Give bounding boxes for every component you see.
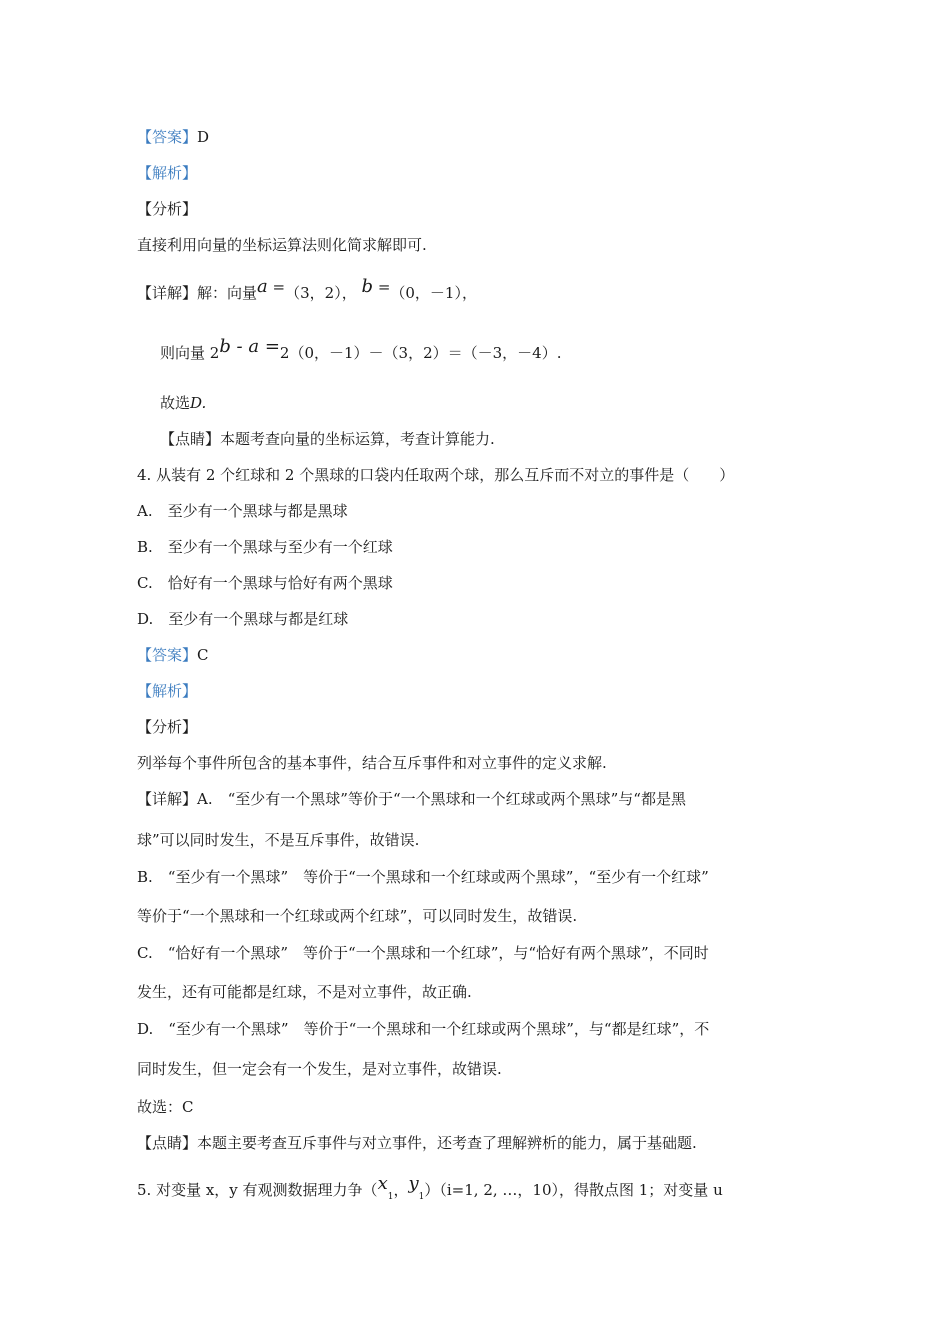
q4-answer-line — [137, 645, 209, 665]
vector-a: a — [257, 276, 268, 297]
dianjing-text: 本题考查向量的坐标运算，考查计算能力. — [220, 430, 495, 448]
detail-tag: 【详解】 — [137, 790, 198, 808]
y-subscript: 1 — [418, 1192, 425, 1202]
q4-option-a: A. 至少有一个黑球与都是黑球 — [137, 502, 348, 520]
equals-sign: = — [377, 278, 391, 296]
choose-prefix: 故选 — [160, 394, 191, 412]
choose-letter: D. — [190, 394, 207, 412]
answer-value: D — [197, 128, 210, 146]
q3-dianjing-line — [160, 429, 495, 449]
vector-a-value: （3，2）， — [285, 284, 357, 302]
q4-option-d: D. 至少有一个黑球与都是红球 — [137, 610, 349, 628]
q4-fenxi-tag: 【分析】 — [137, 718, 198, 736]
q4-choose-line: 故选：C — [137, 1098, 194, 1116]
q3-answer-line — [137, 127, 209, 147]
answer-value: C — [197, 646, 209, 664]
q3-calc-line — [160, 336, 562, 363]
answer-tag: 【答案】 — [137, 128, 198, 146]
q4-fenxi-text: 列举每个事件所包含的基本事件，结合互斥事件和对立事件的定义求解. — [137, 754, 607, 772]
q4-detail-line-5: C. “恰好有一个黑球” 等价于“一个黑球和一个红球”，与“恰好有两个黑球”，不同时 — [137, 944, 709, 962]
dianjing-tag: 【点睛】 — [137, 1134, 198, 1152]
q5-stem-prefix: 5. 对变量 x，y 有观测数据理力争（ — [137, 1181, 378, 1199]
vector-b-value: （0，－1）， — [390, 284, 477, 302]
comma: ， — [393, 1181, 409, 1199]
q3-analysis-tag: 【解析】 — [137, 164, 198, 182]
q5-stem — [137, 1173, 723, 1203]
q4-detail-line-8: 同时发生，但一定会有一个发生，是对立事件，故错误. — [137, 1060, 502, 1078]
q3-fenxi-tag: 【分析】 — [137, 200, 198, 218]
answer-tag: 【答案】 — [137, 646, 198, 664]
calc-result: 2（0，－1）－（3，2）＝（－3，－4）. — [279, 344, 562, 362]
q4-option-c: C. 恰好有一个黑球与恰好有两个黑球 — [137, 574, 393, 592]
equals-sign: = — [272, 278, 286, 296]
detail-text: A. “至少有一个黑球”等价于“一个黑球和一个红球或两个黑球”与“都是黑 — [197, 790, 686, 808]
calc-prefix: 则向量 2 — [160, 344, 220, 362]
q4-detail-line-3: B. “至少有一个黑球” 等价于“一个黑球和一个红球或两个黑球”，“至少有一个红球” — [137, 868, 709, 886]
x-symbol: x — [377, 1173, 388, 1194]
calc-expression: b - a = — [219, 336, 280, 357]
q4-detail-line-6: 发生，还有可能都是红球，不是对立事件，故正确. — [137, 983, 472, 1001]
q5-stem-suffix: ）（i=1, 2, …，10），得散点图 1；对变量 u — [424, 1181, 723, 1199]
q4-detail-line-4: 等价于“一个黑球和一个红球或两个红球”，可以同时发生，故错误. — [137, 907, 578, 925]
q4-option-b: B. 至少有一个黑球与至少有一个红球 — [137, 538, 393, 556]
detail-tag: 【详解】 — [137, 284, 198, 302]
q3-choose-line — [160, 393, 206, 413]
dianjing-text: 本题主要考查互斥事件与对立事件，还考查了理解辨析的能力，属于基础题. — [197, 1134, 697, 1152]
vector-b: b — [361, 276, 374, 297]
dianjing-tag: 【点睛】 — [160, 430, 221, 448]
q4-analysis-tag: 【解析】 — [137, 682, 198, 700]
q3-detail-line — [137, 276, 477, 303]
q4-detail-line-7: D. “至少有一个黑球” 等价于“一个黑球和一个红球或两个黑球”，与“都是红球”，不 — [137, 1020, 710, 1038]
x-subscript: 1 — [387, 1192, 394, 1202]
q4-detail-line-2: 球”可以同时发生，不是互斥事件，故错误. — [137, 831, 420, 849]
q4-dianjing-line — [137, 1133, 697, 1153]
q4-detail-line-1 — [137, 789, 686, 809]
q4-stem: 4. 从装有 2 个红球和 2 个黑球的口袋内任取两个球，那么互斥而不对立的事件是（ ） — [137, 466, 735, 484]
detail-prefix: 解：向量 — [197, 284, 258, 302]
y-symbol: y — [408, 1173, 419, 1194]
q3-fenxi-text: 直接利用向量的坐标运算法则化简求解即可. — [137, 236, 427, 254]
